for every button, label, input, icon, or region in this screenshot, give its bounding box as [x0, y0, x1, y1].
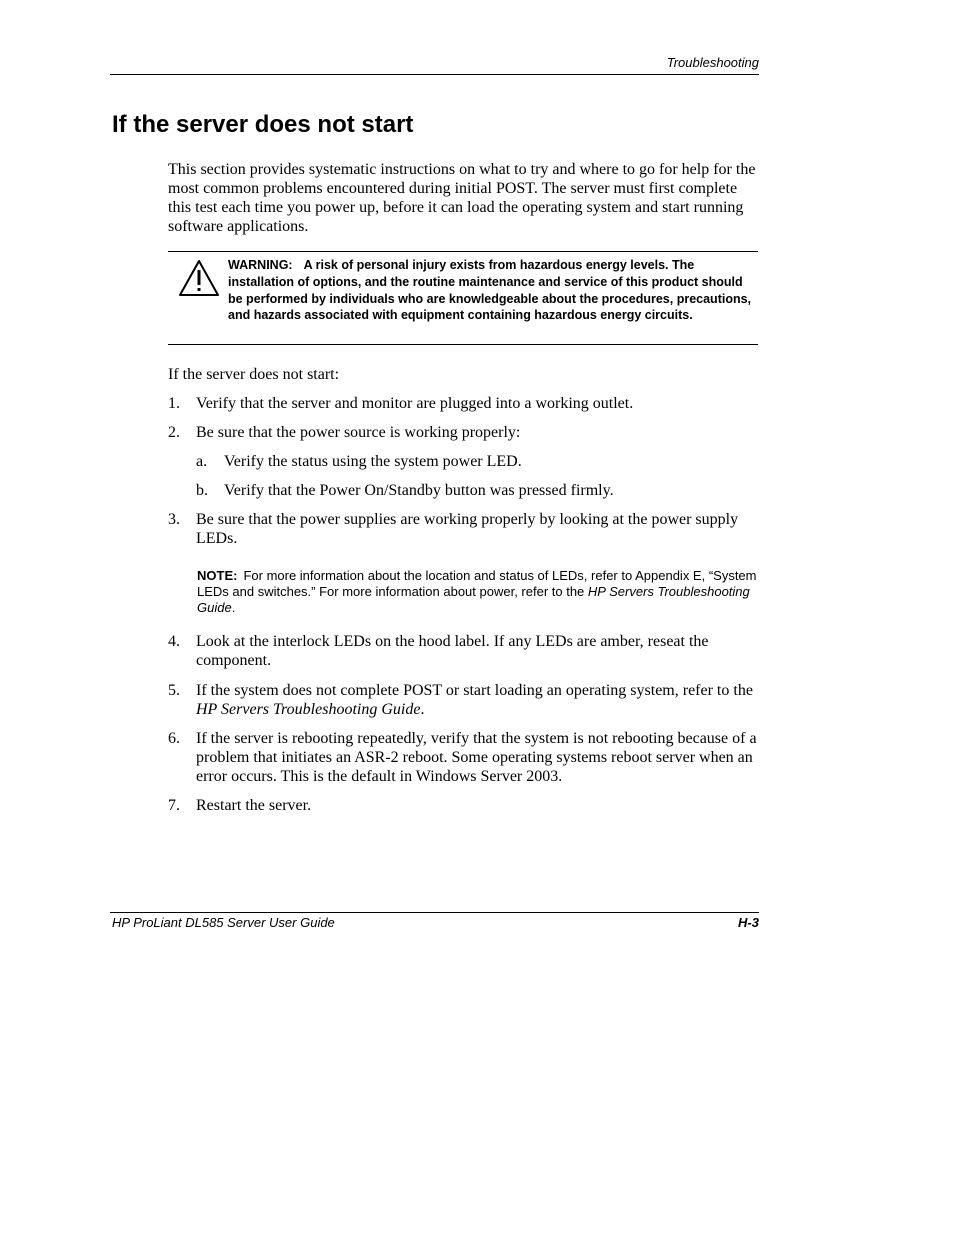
warning-label: WARNING: — [228, 258, 293, 272]
note-box — [197, 568, 757, 617]
list-item-text-start: If the system does not complete POST or start loading an operating system, refer to the — [196, 682, 753, 699]
note-label: NOTE: — [197, 568, 238, 583]
list-item-number: 5. — [168, 682, 180, 699]
list-item-text: Look at the interlock LEDs on the hood label. If any LEDs are amber, reseat the component. — [196, 633, 709, 669]
list-item-number: 2. — [168, 424, 180, 441]
note-reference-title: HP Servers Troubleshooting Guide — [197, 584, 750, 616]
list-item-text: Be sure that the power supplies are working properly by looking at the power supply LEDs. — [196, 511, 739, 547]
list-item-number: 1. — [168, 395, 180, 412]
list-item-text: If the server is rebooting repeatedly, verify that the system is not rebooting because of a problem that initiates an ASR-2 reboot. Some operating systems reboot server when an error occurs. This is the default in Windows Server 2003. — [196, 730, 757, 785]
warning-box — [168, 251, 758, 345]
list-item-number: 6. — [168, 730, 180, 747]
list-item-text — [196, 681, 758, 719]
warning-triangle-icon — [177, 258, 221, 298]
page-title: If the server does not start — [112, 111, 414, 138]
warning-text — [228, 257, 758, 324]
warning-body: A risk of personal injury exists from hazardous energy levels. The installation of options, and the routine maintenance and service of this product should be performed by individuals who are knowledgeable about the procedures, precautions, and hazards associated with equipment containing hazardous energy circuits. — [228, 258, 752, 323]
list-item-number: 4. — [168, 633, 180, 650]
sub-list-item-text: Verify that the Power On/Standby button was pressed firmly. — [224, 482, 614, 499]
list-item-text: Restart the server. — [196, 797, 312, 814]
footer-page-number: H-3 — [738, 915, 759, 930]
note-text: For more information about the location and status of LEDs, refer to Appendix E, “System LEDs and switches.” For more information about power, refer to the — [197, 568, 757, 600]
sub-list-item-letter: b. — [196, 482, 208, 499]
sub-list-item-text: Verify the status using the system power LED. — [224, 453, 522, 470]
header-rule — [110, 74, 759, 75]
running-head: Troubleshooting — [666, 55, 759, 70]
reference-title: HP Servers Troubleshooting Guide — [196, 701, 421, 718]
list-intro: If the server does not start: — [168, 366, 340, 383]
list-item-number: 3. — [168, 511, 180, 528]
list-item-text: Be sure that the power source is working properly: — [196, 424, 521, 441]
note-text-end: . — [231, 600, 236, 616]
list-item-text-end: . — [420, 701, 425, 718]
footer-document-title: HP ProLiant DL585 Server User Guide — [112, 915, 335, 930]
list-item-text: Verify that the server and monitor are plugged into a working outlet. — [196, 395, 634, 412]
footer-rule — [110, 912, 759, 913]
sub-list-item-letter: a. — [196, 453, 208, 470]
list-item-number: 7. — [168, 797, 180, 814]
intro-paragraph: This section provides systematic instructions on what to try and where to go for help for the most common problems encountered during initial POST. The server must first complete this test each time you power up, before it can load the operating system and start running software applications. — [168, 161, 756, 235]
